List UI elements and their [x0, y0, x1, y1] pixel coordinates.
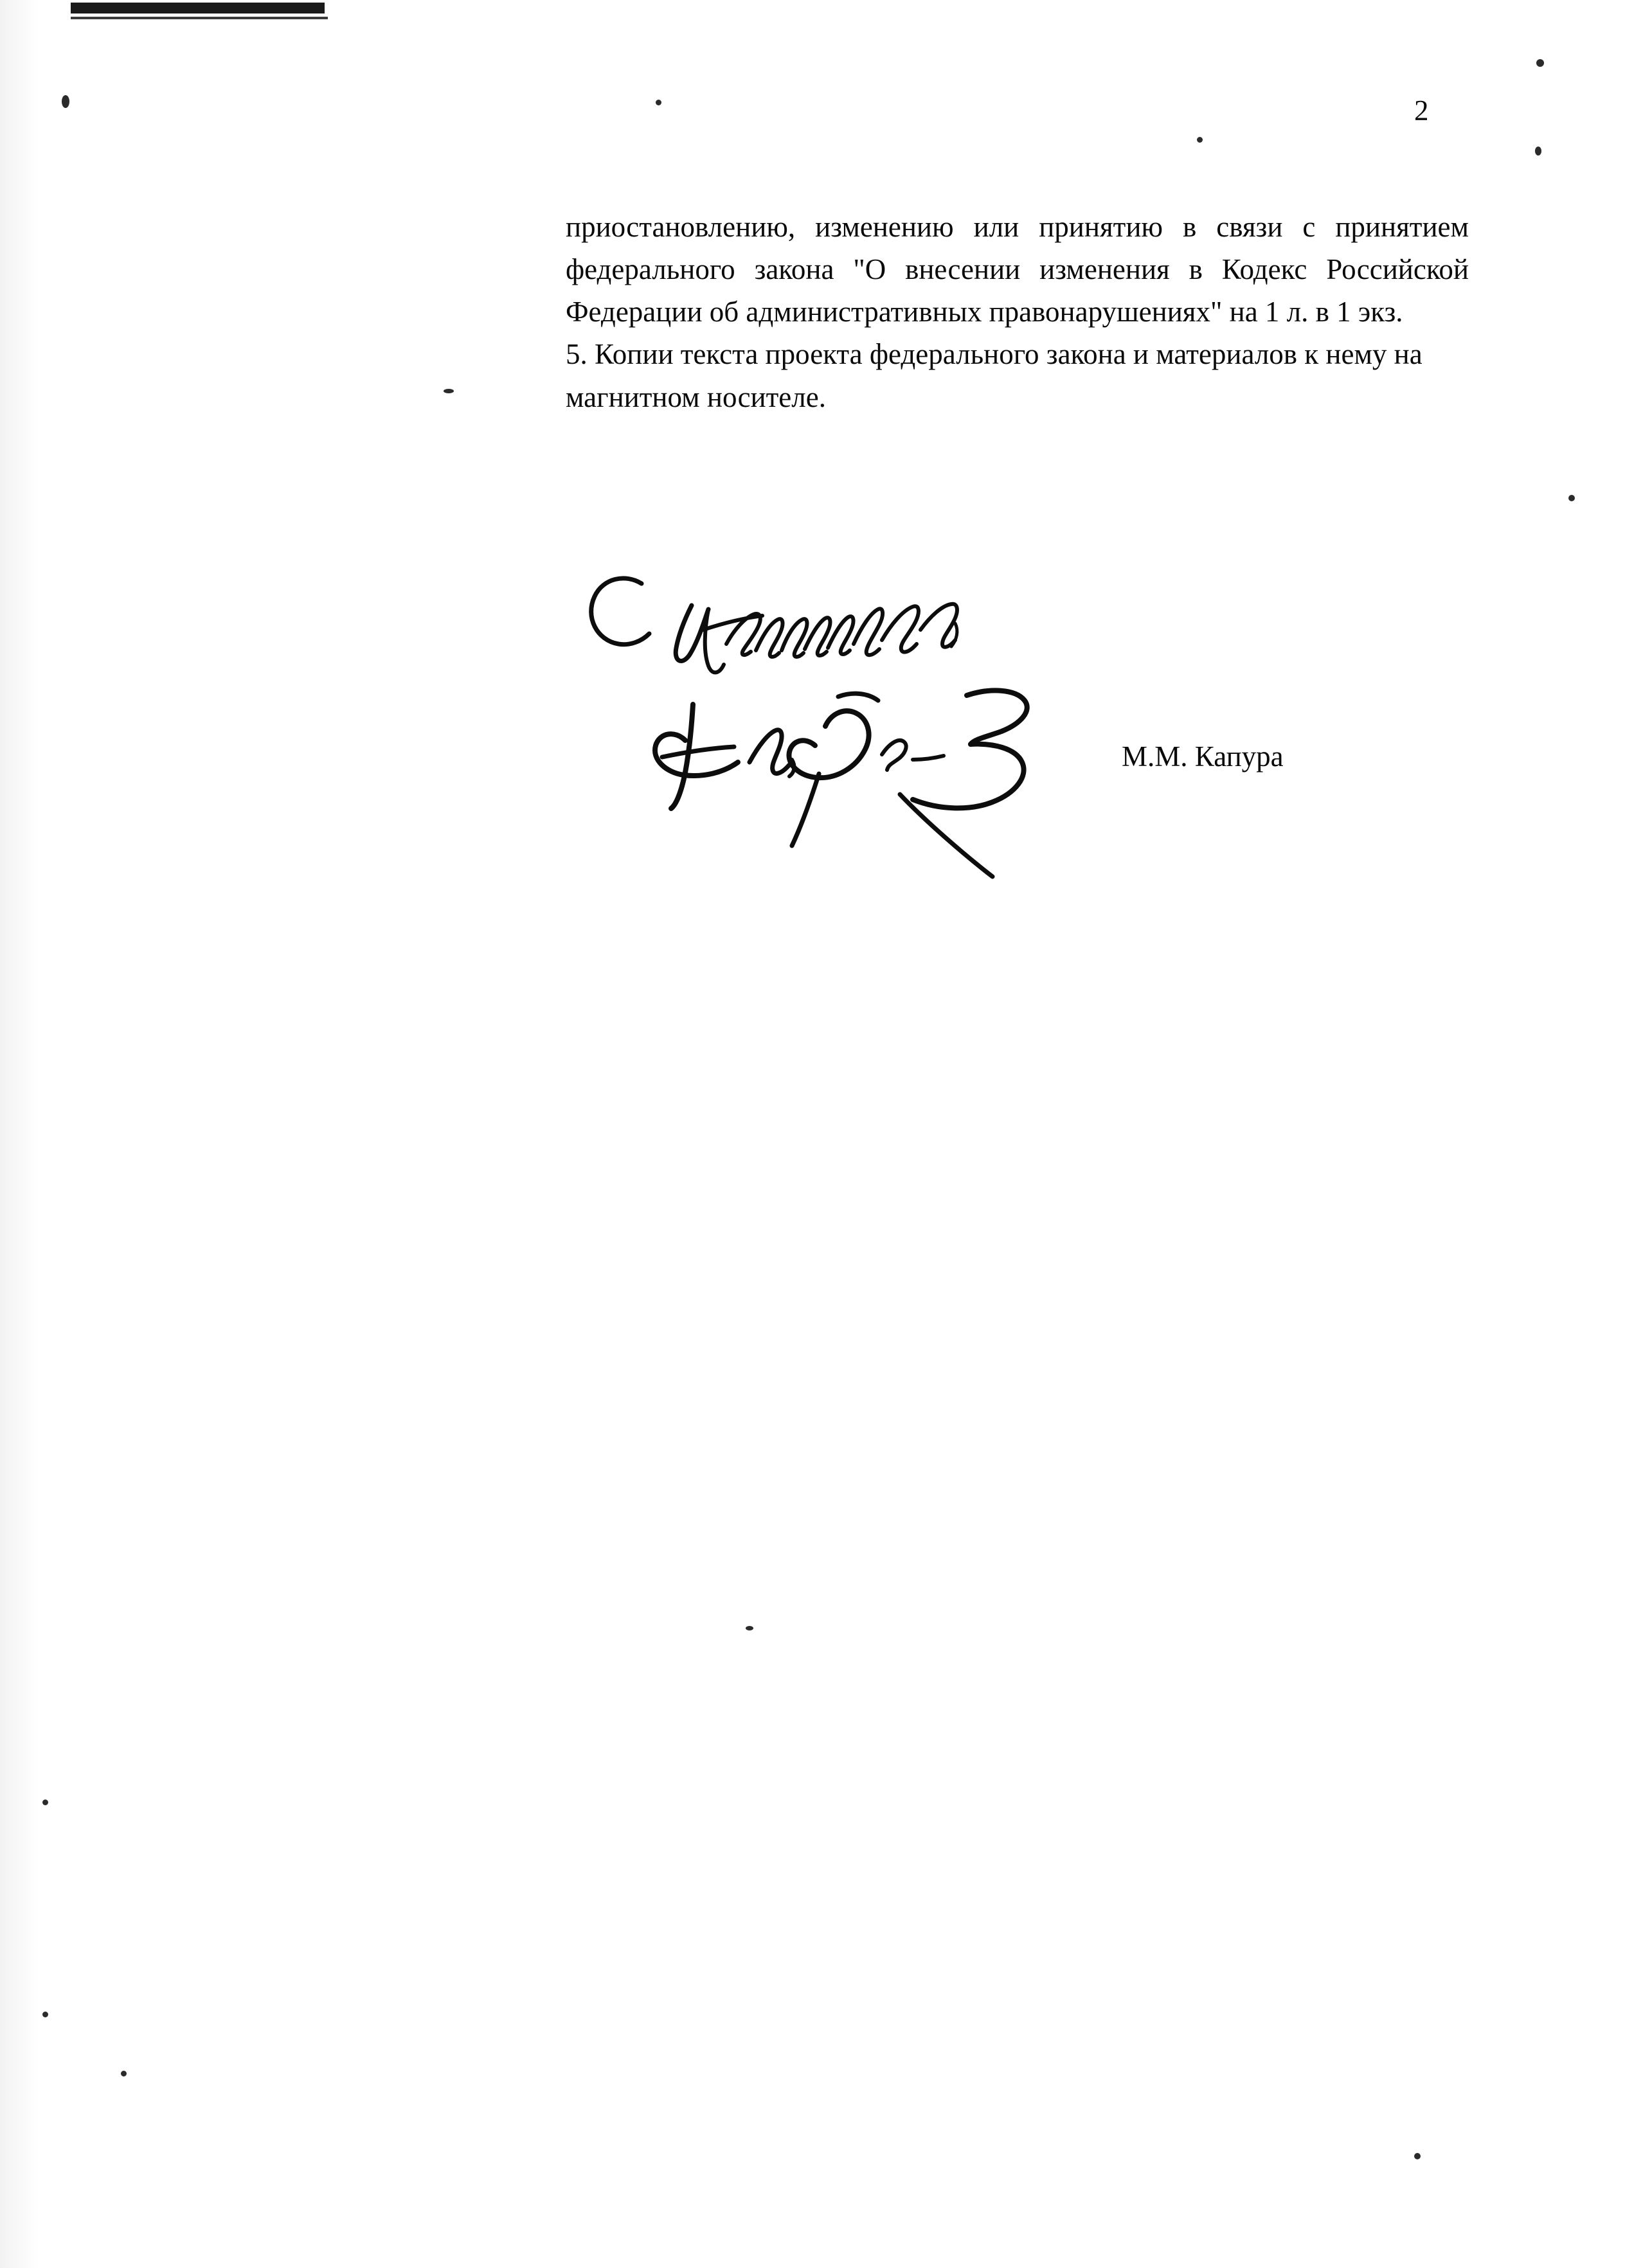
scan-speck [42, 2012, 48, 2017]
scan-speck [1414, 2153, 1421, 2159]
scan-artifact-bar-secondary [71, 17, 328, 19]
scan-speck [1197, 137, 1203, 143]
paragraph-continuation: приостановлению, изменению или принятию в связи с принятием федерального закона "О внесении изменения в Кодекс Российской Федерации об административных правонарушениях" на 1 л. в 1 экз. [566, 211, 1469, 328]
page-number: 2 [1414, 94, 1429, 127]
scan-speck [444, 389, 454, 393]
signature-block [566, 533, 1478, 900]
scan-speck [62, 95, 69, 108]
scan-speck [746, 1626, 753, 1630]
signer-name: М.М. Капура [1122, 740, 1284, 772]
handwritten-signature-icon [566, 533, 1478, 900]
scan-speck [121, 2071, 127, 2076]
paragraph-item-5: 5. Копии текста проекта федерального закона и материалов к нему на магнитном носителе. [566, 338, 1423, 413]
scan-speck [1536, 59, 1544, 67]
scan-speck [42, 1799, 48, 1805]
scan-speck [656, 100, 661, 105]
scan-speck [1535, 147, 1541, 156]
document-body [566, 206, 1469, 418]
scan-artifact-bar [71, 3, 325, 13]
scan-speck [1568, 495, 1575, 501]
scan-edge-shadow [0, 0, 39, 2268]
